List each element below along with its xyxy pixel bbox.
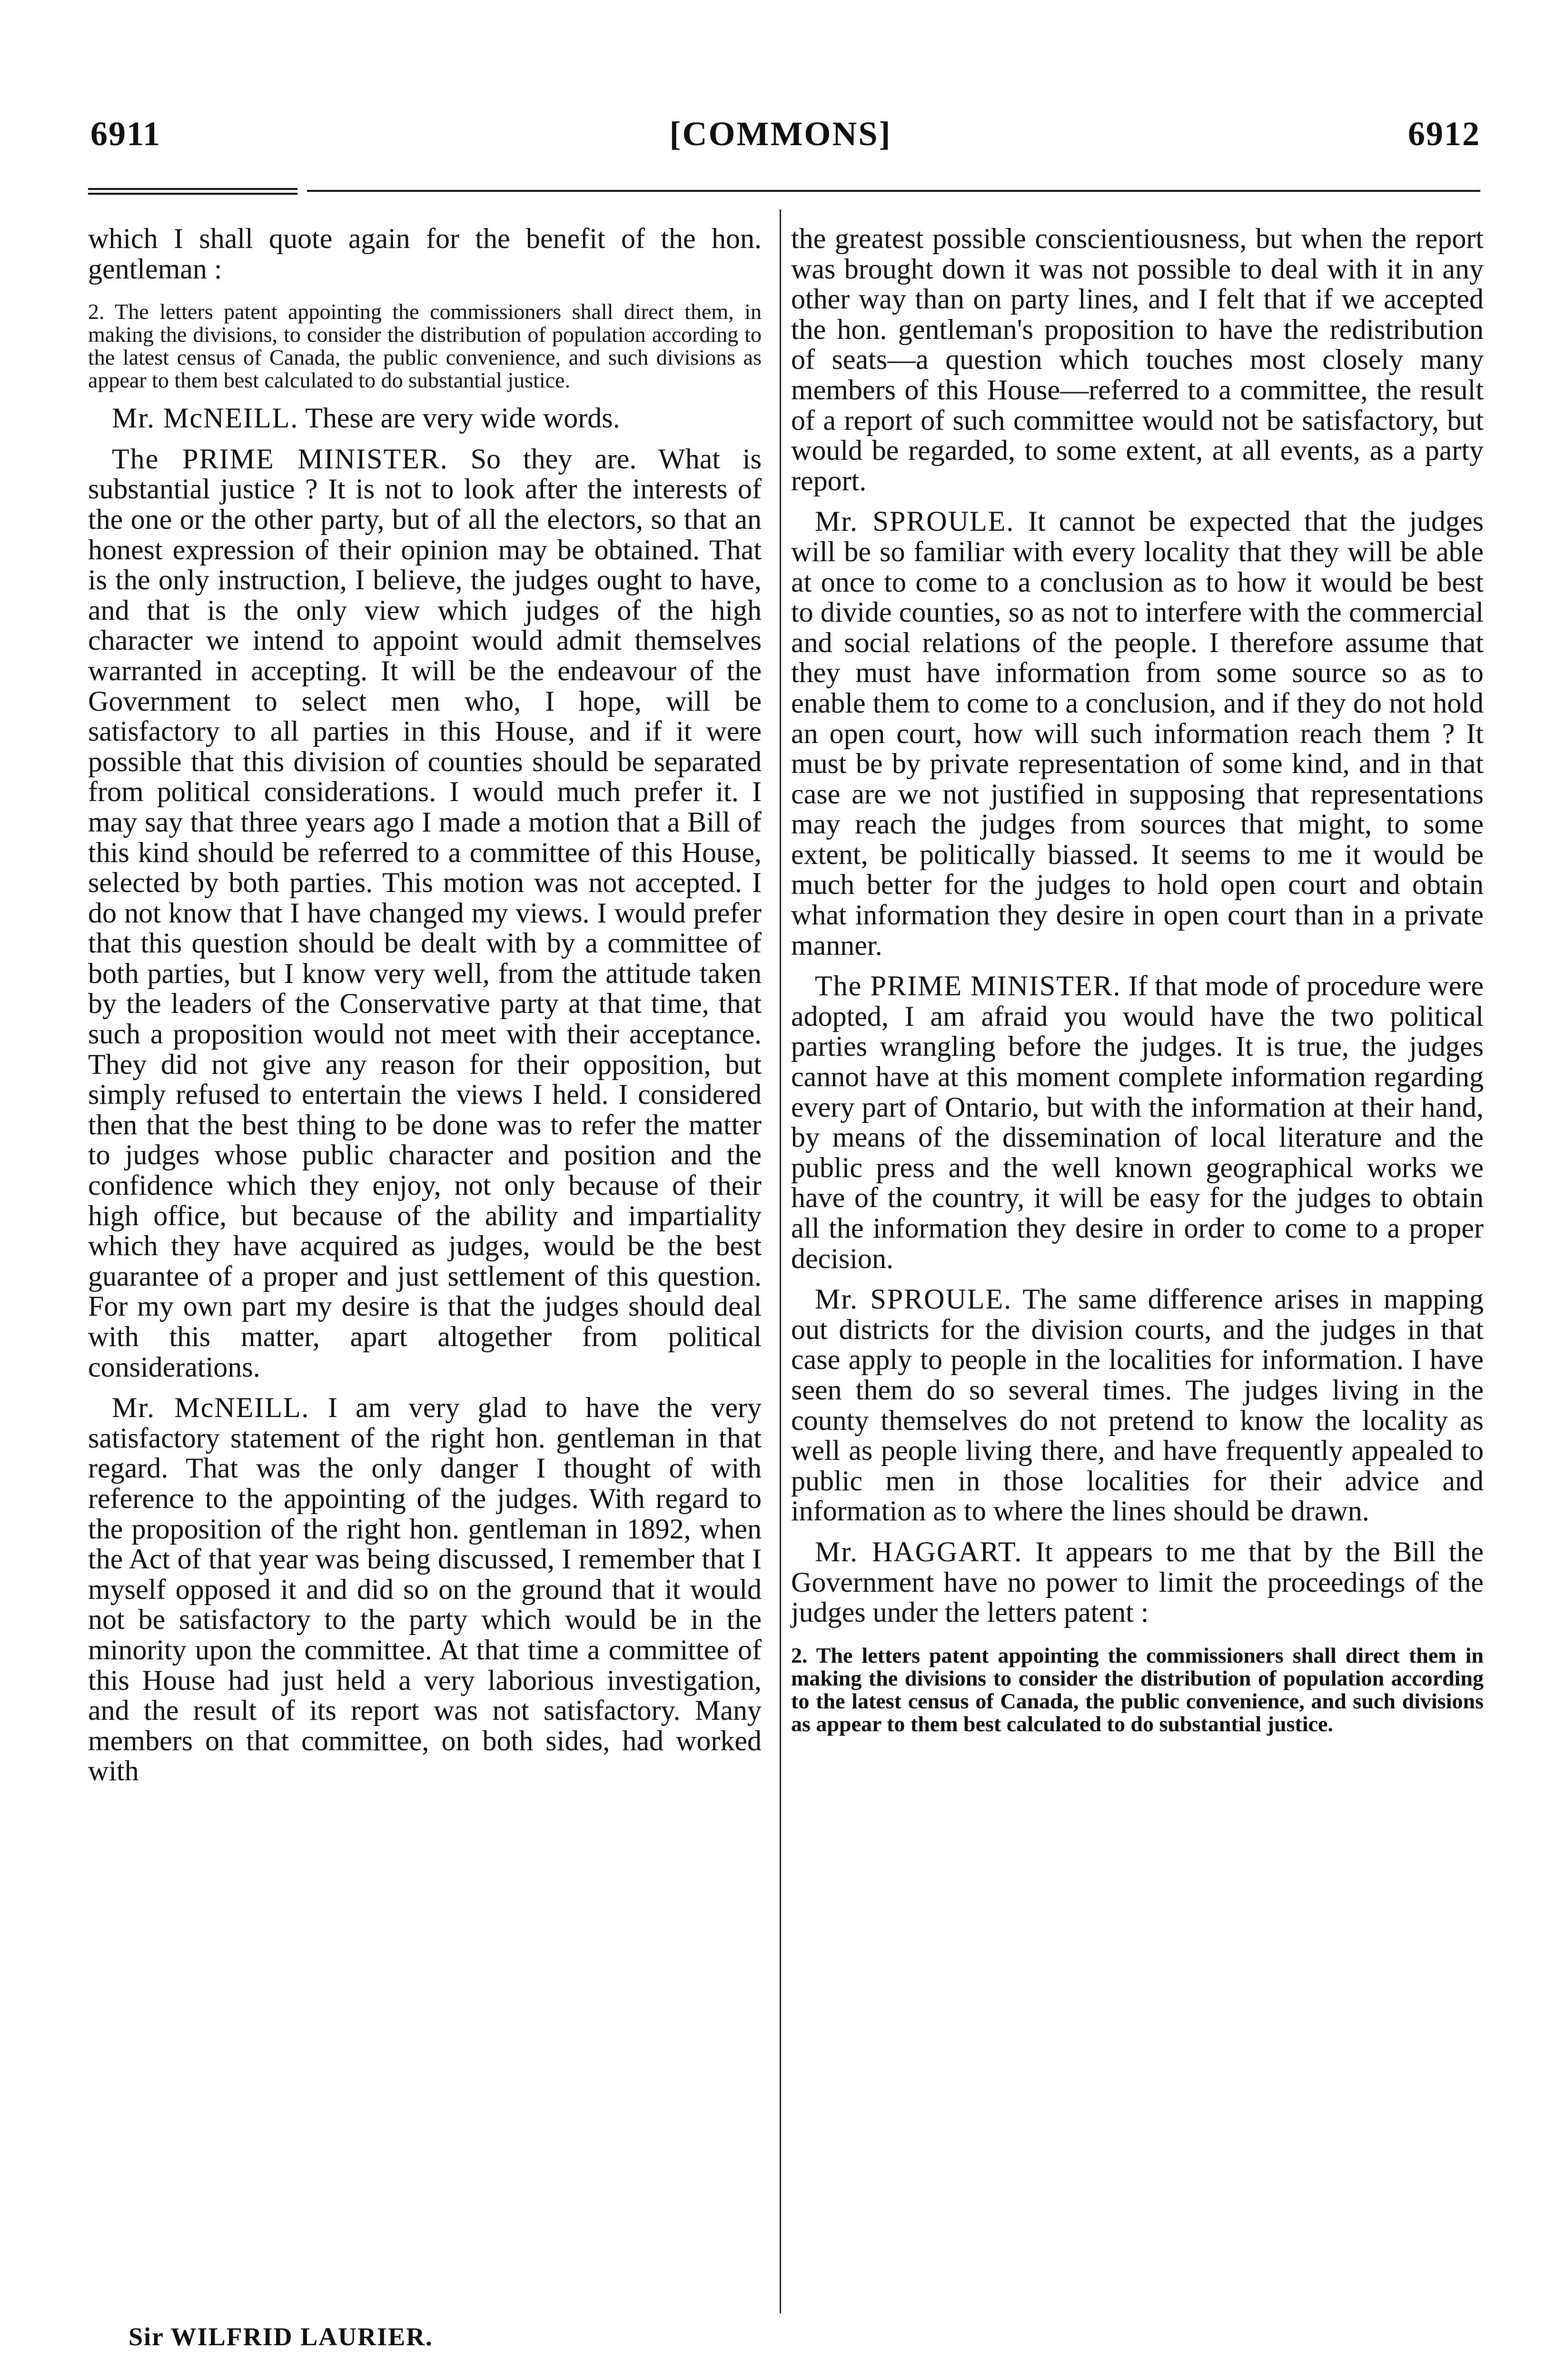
page-number-right: 6912 bbox=[1408, 115, 1480, 153]
speaker-name: Mr. McNEILL. bbox=[112, 1392, 310, 1424]
paragraph bbox=[88, 224, 762, 284]
speaker-name: Mr. SPROULE. bbox=[815, 506, 1015, 537]
header-rule bbox=[88, 188, 1480, 198]
speech-text: I am very glad to have the very satisfactory statement of the right hon. gentleman in that regard. That was the only danger I thought of with reference to the appointing of the judges. With regard to the proposition of the right hon. gentleman in 1892, when the Act of that year was being discussed, I remember that I myself opposed it and did so on the ground that it would not be satisfactory to the party which would be in the minority upon the committee. At that time a committee of this House had just held a very laborious investigation, and the result of its report was not satisfactory. Many members on that committee, on both sides, had worked with bbox=[88, 1392, 762, 1787]
speech-text: So they are. What is substantial justice ? It is not to look after the interests of the one or the other party, but of all the electors, so that an honest expression of their opinion may be obtained. That is the only instruction, I believe, the judges ought to have, and that is the only view which judges of the high character we intend to appoint would admit themselves warranted in accepting. It will be the endeavour of the Government to select men who, I hope, will be satisfactory to all parties in this House, and if it were possible that this division of counties should be separated from political considerations. I would much prefer it. I may say that three years ago I made a motion that a Bill of this kind should be referred to a committee of this House, selected by both parties. This motion was not accepted. I do not know that I have changed my views. I would prefer that this question should be dealt with by a committee of both parties, but I know very well, from the attitude taken by the leaders of the Conservative party at that time, that such a proposition would not meet with their acceptance. They did not give any reason for their opposition, but simply refused to entertain the views I held. I considered then that the best thing to be done was to refer the matter to judges whose public character and position and the confidence which they enjoy, not only because of their high office, but because of the ability and impartiality which they have acquired as judges, would be the best guarantee of a proper and just settlement of this question. For my own part my desire is that the judges should deal with this matter, apart altogether from political considerations. bbox=[88, 443, 762, 1383]
page-number-left: 6911 bbox=[90, 115, 161, 153]
paragraph bbox=[791, 224, 1484, 496]
speaker-name: Mr. McNEILL. bbox=[112, 402, 299, 434]
quoted-clause: 2. The letters patent appointing the commissioners shall direct them, in making the divisions, to consider the distribution of population according to the latest census of Canada, the public convenience, and such divisions as appear to them best calculated to do substantial justice. bbox=[88, 299, 762, 393]
speech-text: It cannot be expected that the judges will be so familiar with every locality that they will be able at once to come to a conclusion as to how it would be best to divide counties, so as not to interfere with the commercial and social relations of the people. I therefore assume that they must have information from some source so as to enable them to come to a conclusion, and if they do not hold an open court, how will such information reach them ? It must be by private representation of some kind, and in that case are we not justified in supposing that representations may reach the judges from sources that might, to some extent, be politically biassed. It seems to me it would be much better for the judges to hold open court and obtain what information they desire in open court than in a private manner. bbox=[791, 506, 1484, 961]
speech-paragraph bbox=[791, 1284, 1484, 1527]
page-header bbox=[81, 114, 1480, 167]
speech-paragraph bbox=[791, 506, 1484, 961]
speech-text: The same difference arises in mapping out districts for the division courts, and the judges in that case apply to people in the localities for information. I have seen them do so several times. The judges living in the county themselves do not pretend to know the locality as well as people living there, and have frequently appealed to public men in those localities for their advice and information as to where the lines should be drawn. bbox=[791, 1283, 1484, 1527]
speech-paragraph bbox=[791, 971, 1484, 1274]
paragraph-text: which I shall quote again for the benefit of the hon. gentleman : bbox=[88, 223, 762, 285]
paragraph-text: the greatest possible conscientiousness, but when the report was brought down it was not possible to deal with it in any other way than on party lines, and I felt that if we accepted the hon. gentleman's proposition to have the redistribution of seats—a question which touches most closely many members of this House—referred to a committee, the result of a report of such committee would not be satisfactory, but would be regarded, to some extent, at all events, as a party report. bbox=[791, 223, 1484, 496]
quoted-clause: 2. The letters patent appointing the commissioners shall direct them in making the divisions to consider the distribution of population according to the latest census of Canada, the public convenience, and such divisions as appear to them best calculated to do substantial justice. bbox=[791, 1643, 1484, 1736]
speech-paragraph bbox=[88, 403, 762, 434]
speaker-name: Mr. HAGGART. bbox=[815, 1536, 1023, 1567]
speaker-name: Mr. SPROULE. bbox=[815, 1283, 1012, 1315]
speaker-name: The PRIME MINISTER. bbox=[112, 443, 448, 475]
speech-paragraph bbox=[88, 1393, 762, 1786]
speech-text: It appears to me that by the Bill the Government have no power to limit the proceedings of the judges under the letters patent : bbox=[791, 1536, 1484, 1628]
speaker-name: The PRIME MINISTER. bbox=[815, 970, 1121, 1002]
header-rule-right bbox=[307, 190, 1480, 192]
speech-text: These are very wide words. bbox=[305, 402, 620, 434]
right-column bbox=[791, 224, 1484, 1747]
speech-paragraph bbox=[791, 1537, 1484, 1628]
column-divider bbox=[780, 209, 781, 2313]
speech-paragraph bbox=[88, 444, 762, 1382]
header-rule-left bbox=[88, 188, 297, 195]
page-title: [COMMONS] bbox=[669, 115, 892, 153]
speech-text: If that mode of procedure were adopted, I am afraid you would have the two political parties wrangling before the judges. It is true, the judges cannot have at this moment complete information regarding every part of Ontario, but with the information at their hand, by means of the dissemination of local literature and the public press and the well known geographical works we have of the country, it will be easy for the judges to obtain all the information they desire in order to come to a proper decision. bbox=[791, 970, 1484, 1274]
left-column bbox=[88, 224, 762, 1786]
running-footer: Sir WILFRID LAURIER. bbox=[129, 2322, 433, 2351]
